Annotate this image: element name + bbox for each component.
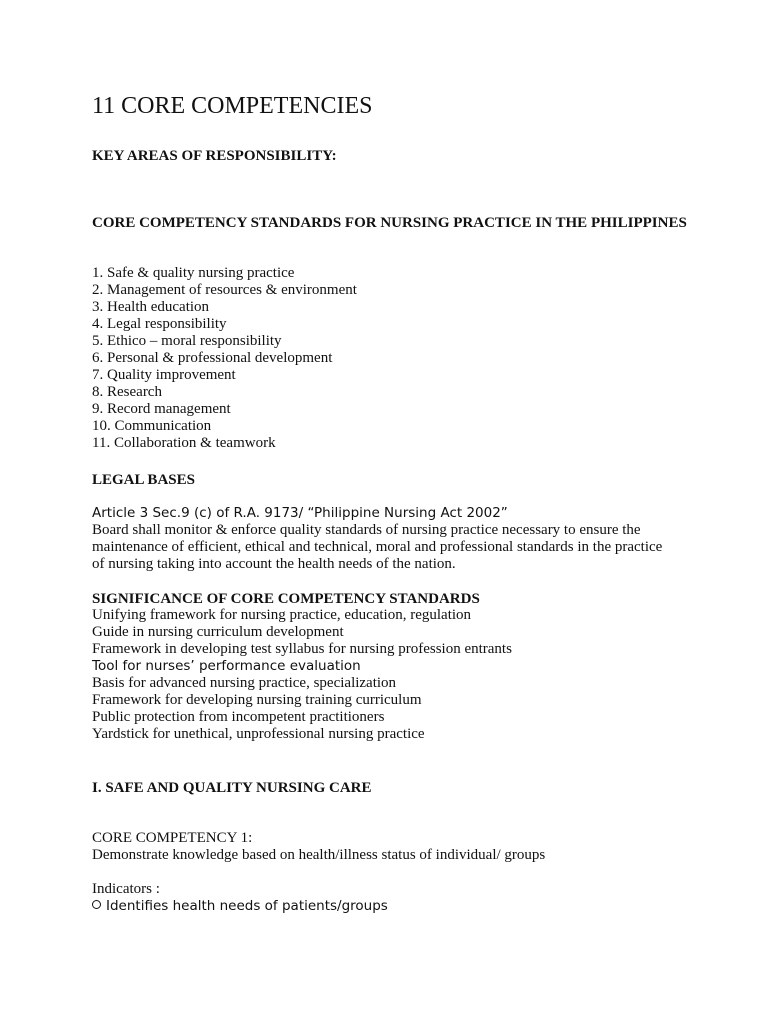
indicators-section — [92, 881, 388, 915]
list-item: Public protection from incompetent practitioners — [92, 709, 385, 725]
indicator-text: Identifies health needs of patients/groups — [106, 898, 388, 914]
significance-heading: SIGNIFICANCE OF CORE COMPETENCY STANDARDS — [92, 591, 480, 607]
circle-bullet-icon — [92, 900, 101, 909]
list-item: Yardstick for unethical, unprofessional nursing practice — [92, 726, 425, 742]
legal-citation: Article 3 Sec.9 (c) of R.A. 9173/ “Philippine Nursing Act 2002” — [92, 505, 508, 521]
standards-heading: CORE COMPETENCY STANDARDS FOR NURSING PRACTICE IN THE PHILIPPINES — [92, 215, 687, 231]
list-item: Tool for nurses’ performance evaluation — [92, 658, 361, 674]
list-item: 5. Ethico – moral responsibility — [92, 333, 282, 349]
list-item: Basis for advanced nursing practice, specialization — [92, 675, 397, 691]
section-one-heading: I. SAFE AND QUALITY NURSING CARE — [92, 780, 372, 796]
indicators-label: Indicators : — [92, 881, 160, 897]
legal-bases-section — [92, 505, 672, 573]
list-item: 6. Personal & professional development — [92, 350, 333, 366]
indicator-item — [92, 898, 388, 915]
list-item: 1. Safe & quality nursing practice — [92, 265, 295, 281]
list-item: 2. Management of resources & environment — [92, 282, 357, 298]
competency-list — [92, 265, 357, 452]
list-item: Framework for developing nursing training curriculum — [92, 692, 422, 708]
competency-label: CORE COMPETENCY 1: — [92, 830, 253, 846]
list-item: Framework in developing test syllabus for nursing profession entrants — [92, 641, 512, 657]
list-item: 10. Communication — [92, 418, 212, 434]
list-item: 7. Quality improvement — [92, 367, 236, 383]
list-item: 11. Collaboration & teamwork — [92, 435, 276, 451]
list-item: 4. Legal responsibility — [92, 316, 227, 332]
significance-list — [92, 607, 512, 743]
page-title: 11 CORE COMPETENCIES — [92, 93, 373, 119]
competency-text: Demonstrate knowledge based on health/illness status of individual/ groups — [92, 847, 546, 863]
legal-paragraph: Board shall monitor & enforce quality standards of nursing practice necessary to ensure the maintenance of efficient, ethical and technical, moral and professional standards in the practice of nursing taking into account the health needs of the nation. — [92, 522, 663, 572]
list-item: Guide in nursing curriculum development — [92, 624, 344, 640]
legal-bases-heading: LEGAL BASES — [92, 472, 195, 488]
list-item: 3. Health education — [92, 299, 210, 315]
list-item: 8. Research — [92, 384, 162, 400]
list-item: Unifying framework for nursing practice, education, regulation — [92, 607, 472, 623]
key-areas-heading: KEY AREAS OF RESPONSIBILITY: — [92, 148, 337, 164]
list-item: 9. Record management — [92, 401, 231, 417]
core-competency-one — [92, 830, 545, 864]
